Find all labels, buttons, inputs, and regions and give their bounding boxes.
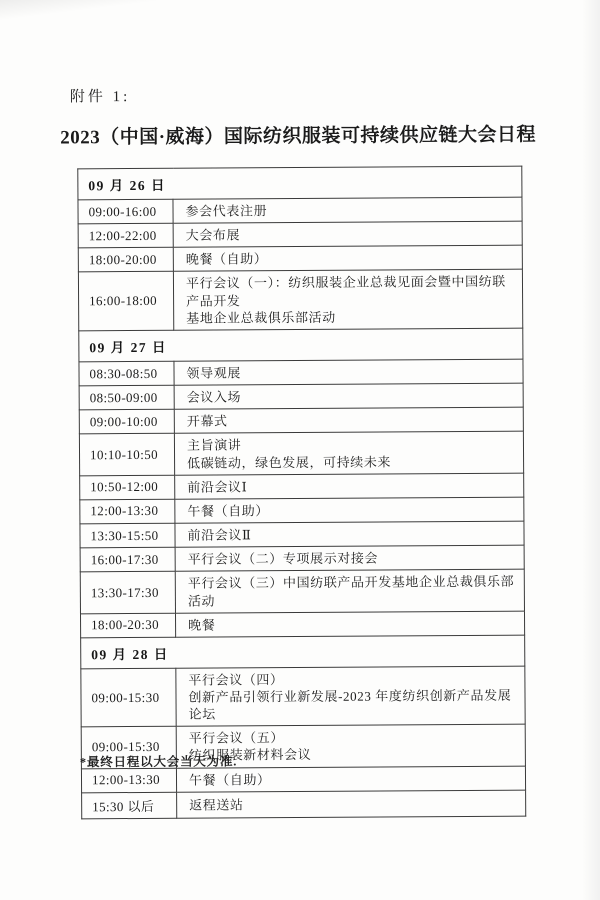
event-line: 领导观展: [186, 365, 241, 381]
event-cell: [173, 245, 522, 271]
event-line: 创新产品引领行业新发展-2023 年度纺织创新产品发展论坛: [188, 687, 512, 722]
date-header-row: [78, 166, 522, 200]
event-cell: [175, 569, 524, 612]
schedule-row: [78, 197, 522, 224]
event-line: 午餐（自助）: [188, 771, 271, 788]
event-line: 晚餐: [188, 617, 216, 633]
time-cell: 18:00-20:00: [78, 248, 173, 273]
time-cell: 16:00-17:30: [80, 547, 175, 572]
event-line: 开幕式: [186, 413, 228, 429]
date-header-row: [81, 635, 525, 669]
schedule-row: [80, 569, 524, 613]
time-cell: 10:10-10:50: [79, 434, 174, 476]
time-cell: 09:00-15:30: [81, 727, 176, 769]
footnote: *最终日程以大会当天为准.: [79, 754, 238, 770]
schedule-row: [80, 473, 524, 500]
event-line: 基地企业总裁俱乐部活动: [186, 309, 336, 326]
event-line: 低碳链动，绿色发展，可持续未来: [187, 454, 392, 471]
page-title: 2023（中国·威海）国际纺织服装可持续供应链大会日程: [60, 124, 537, 149]
event-cell: [173, 270, 522, 331]
event-cell: [174, 359, 523, 385]
schedule-table: [77, 166, 526, 819]
time-cell: 10:50-12:00: [80, 475, 175, 500]
schedule-table-body: [78, 166, 526, 818]
date-header-cell: 09 月 27 日: [79, 328, 523, 362]
time-cell: 18:00-20:30: [80, 613, 175, 638]
schedule-row: [80, 497, 524, 524]
time-cell: 09:00-15:30: [81, 668, 176, 727]
time-cell: 12:00-13:30: [80, 499, 175, 524]
event-line: 晚餐（自助）: [185, 251, 268, 268]
time-cell: 13:30-17:30: [80, 572, 175, 614]
event-cell: [175, 497, 524, 523]
event-line: 会议入场: [186, 389, 242, 405]
schedule-row: [79, 359, 523, 386]
schedule-row: [78, 270, 522, 331]
attachment-label: 附件 1:: [69, 89, 131, 106]
event-line: 大会布展: [185, 227, 241, 243]
event-cell: [175, 473, 524, 499]
date-header-cell: 09 月 26 日: [78, 166, 522, 200]
event-line: 前沿会议Ⅱ: [187, 527, 252, 543]
event-cell: [173, 221, 522, 247]
schedule-row: [78, 245, 522, 272]
event-cell: [176, 766, 525, 792]
event-cell: [175, 545, 524, 571]
event-line: 平行会议（五）: [188, 730, 285, 746]
time-cell: 16:00-18:00: [78, 272, 173, 331]
schedule-row: [80, 611, 524, 638]
time-cell: 09:00-10:00: [79, 410, 174, 435]
event-line: 主旨演讲: [186, 437, 242, 454]
event-line: 参会代表注册: [185, 203, 268, 219]
schedule-row: [81, 666, 525, 727]
event-cell: [175, 521, 524, 547]
event-line: 纺织服装新材料会议: [188, 747, 312, 764]
time-cell: 12:00-22:00: [78, 223, 173, 248]
time-cell: 12:00-13:30: [81, 768, 176, 793]
event-line: 午餐（自助）: [187, 503, 270, 519]
schedule-row: [79, 383, 523, 410]
event-cell: [174, 407, 523, 433]
date-header-row: [79, 328, 523, 362]
event-line: 平行会议（一）：纺织服装企业总裁见面会暨中国纺联产品开发: [185, 274, 506, 309]
event-cell: [173, 197, 522, 223]
event-line: 前沿会议Ⅰ: [187, 479, 248, 495]
event-line: 平行会议（二）专项展示对接会: [187, 550, 379, 567]
schedule-row: [80, 545, 524, 572]
time-cell: 09:00-16:00: [78, 199, 173, 224]
schedule-row: [79, 432, 523, 476]
schedule-row: [78, 221, 522, 248]
schedule-row: [79, 407, 523, 434]
event-cell: [177, 790, 526, 818]
event-cell: [175, 611, 524, 637]
event-cell: [176, 666, 525, 727]
time-cell: 08:30-08:50: [79, 361, 174, 386]
event-line: 返程送站: [189, 797, 244, 813]
event-cell: [174, 383, 523, 409]
schedule-row: [80, 521, 524, 548]
schedule-row: [82, 790, 526, 819]
date-header-cell: 09 月 28 日: [81, 635, 525, 669]
time-cell: 13:30-15:50: [80, 523, 175, 548]
time-cell: 08:50-09:00: [79, 385, 174, 410]
time-cell: 15:30 以后: [82, 792, 177, 819]
event-line: 平行会议（四）: [188, 671, 284, 688]
event-line: 平行会议（三）中国纺联产品开发基地企业总裁俱乐部活动: [187, 574, 515, 609]
event-cell: [174, 432, 523, 475]
